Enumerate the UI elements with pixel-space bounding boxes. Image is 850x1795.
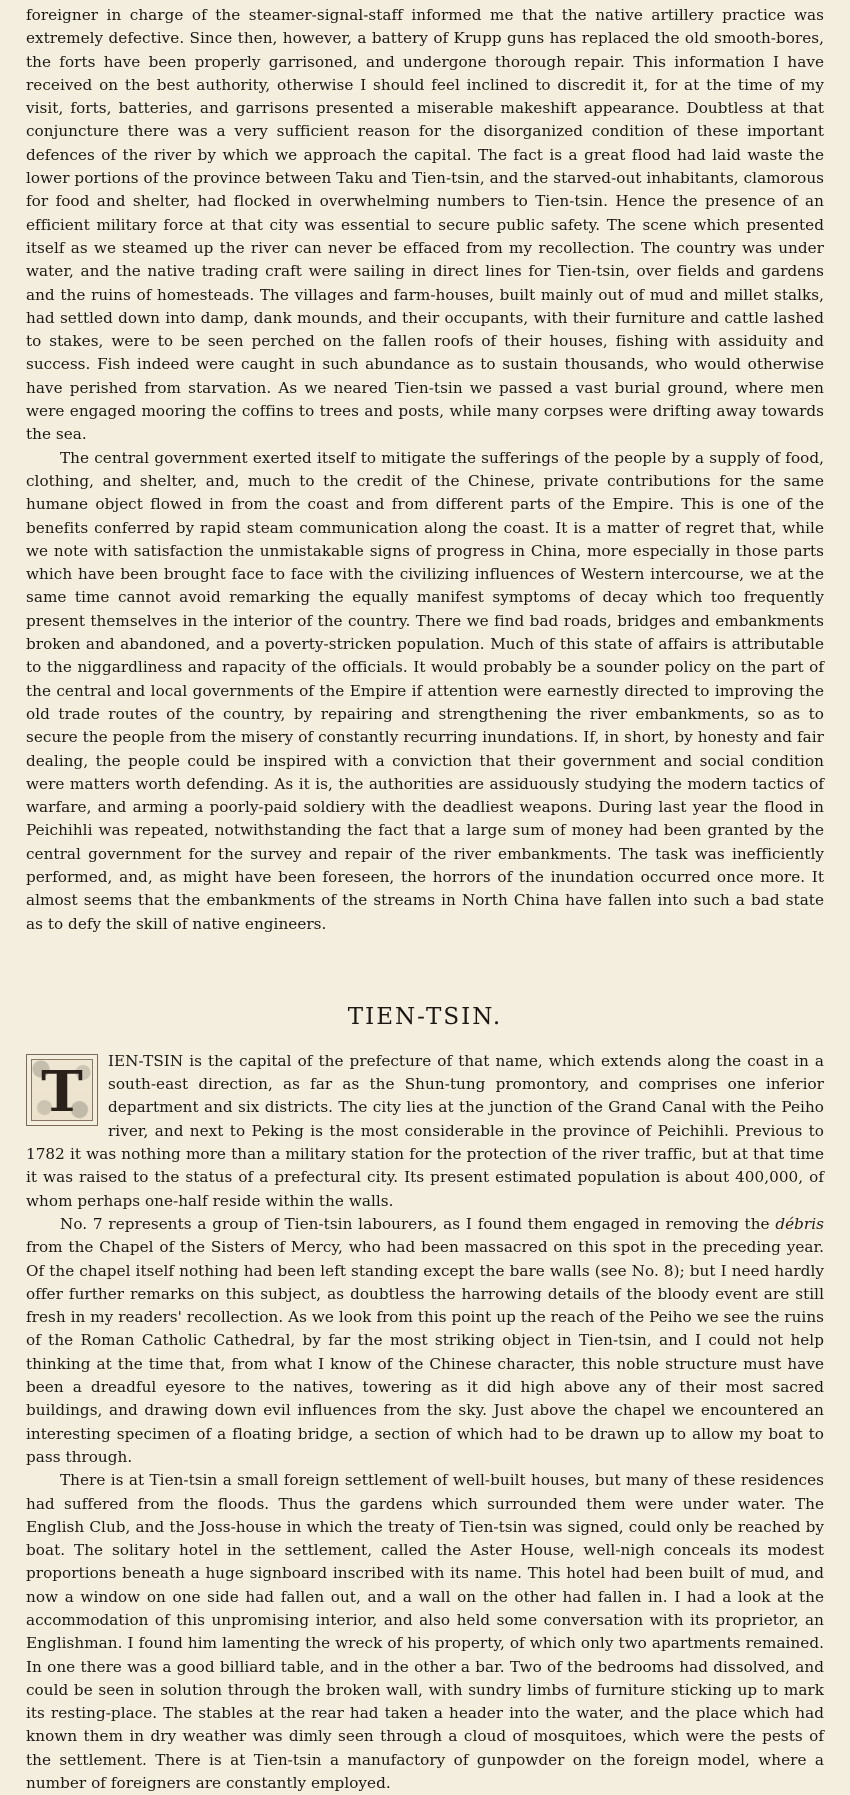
paragraph — [26, 1050, 824, 1213]
paragraph: There is at Tien-tsin a small foreign settlement of well-built houses, but many of these residences had suffered from the floods. Thus the gardens which surrounded them were under water. The English Club, and the Joss-house in which the treaty of Tien-tsin was signed, could only be reached by boat. The solitary hotel in the settlement, called the Aster House, well-nigh conceals its modest proportions beneath a huge signboard inscribed with its name. This hotel had been built of mud, and now a window on one side had fallen out, and a wall on the other had fallen in. I had a look at the accommodation of this unpromising interior, and also held some conversation with its proprietor, an Englishman. I found him lamenting the wreck of his property, of which only two apartments remained. In one there was a good billiard table, and in the other a bar. Two of the bedrooms had dissolved, and could be seen in solution through the broken wall, with sundry limbs of furniture sticking up to mark its resting-place. The stables at the rear had taken a header into the water, and the place which had known them in dry weather was dimly seen through a cloud of mosquitoes, which were the pests of the settlement. There is at Tien-tsin a manufactory of gunpowder on the foreign model, where a number of foreigners are constantly employed. — [26, 1471, 824, 1793]
dropcap-letter: T — [41, 1058, 83, 1125]
paragraph: foreigner in charge of the steamer-signal-staff informed me that the native artillery practice was extremely defective. Since then, however, a battery of Krupp guns has replaced the old smooth-bores, the forts have been properly garrisoned, and undergone thorough repair. This information I have received on the best authority, otherwise I should feel inclined to discredit it, for at the time of my visit, forts, batteries, and garrisons presented a miserable makeshift appearance. Doubtless at that conjuncture there was a very sufficient reason for the disorganized condition of these important defences of the river by which we approach the capital. The fact is a great flood had laid waste the lower portions of the province between Taku and Tien-tsin, and the starved-out inhabitants, clamorous for food and shelter, had flocked in overwhelming numbers to Tien-tsin. Hence the presence of an efficient military force at that city was essential to secure public safety. The scene which presented itself as we steamed up the river can never be effaced from my recollection. The country was under water, and the native trading craft were sailing in direct lines for Tien-tsin, over fields and gardens and the ruins of homesteads. The villages and farm-houses, built mainly out of mud and millet stalks, had settled down into damp, dank mounds, and their occupants, with their furniture and cattle lashed to stakes, were to be seen perched on the fallen roofs of their houses, fishing with assiduity and success. Fish indeed were caught in such abundance as to sustain thousands, who would otherwise have perished from starvation. As we neared Tien-tsin we passed a vast burial ground, where men were engaged mooring the coffins to trees and posts, while many corpses were drifting away towards the sea. — [26, 6, 824, 444]
paragraph-text: IEN-TSIN is the capital of the prefecture of that name, which extends along the coast in a south-east direction, as far as the Shun-tung promontory, and comprises one inferior department and six districts. The city lies at the junction of the Grand Canal with the Peiho river, and next to Peking is the most considerable in the province of Peichihli. Previous to 1782 it was nothing more than a military station for the protection of the river traffic, but at that time it was raised to the status of a prefectural city. Its present estimated population is about 400,000, of whom perhaps one-half reside within the walls. — [26, 1051, 824, 1210]
paragraph-text: from the Chapel of the Sisters of Mercy, who had been massacred on this spot in the preceding year. Of the chapel itself nothing had been left standing except the bare walls (see No. 8); but I need hardly offer further remarks on this subject, as doubtless the harrowing details of the bloody event are still fresh in my readers' recollection. As we look from this point up the reach of the Peiho we see the ruins of the Roman Catholic Cathedral, by far the most striking object in Tien-tsin, and I could not help thinking at the time that, from what I know of the Chinese character, this noble structure must have been a dreadful eyesore to the natives, towering as it did high above any of their most sacred buildings, and drawing down evil influences from the sky. Just above the chapel we encountered an interesting specimen of a floating bridge, a section of which had to be drawn up to allow my boat to pass through. — [26, 1238, 824, 1466]
paragraph: The central government exerted itself to mitigate the sufferings of the people by a supply of food, clothing, and shelter, and, much to the credit of the Chinese, private contributions for the same humane object flowed in from the coast and from different parts of the Empire. This is one of the benefits conferred by rapid steam communication along the coast. It is a matter of regret that, while we note with satisfaction the unmistakable signs of progress in China, more especially in those parts which have been brought face to face with the civilizing influences of Western intercourse, we at the same time cannot avoid remarking the equally manifest symptoms of decay which too frequently present themselves in the interior of the country. There we find bad roads, bridges and embankments broken and abandoned, and a poverty-stricken population. Much of this state of affairs is attributable to the niggardliness and rapacity of the officials. It would probably be a sounder policy on the part of the central and local governments of the Empire if attention were earnestly directed to improving the old trade routes of the country, by repairing and strengthening the river embankments, so as to secure the people from the misery of constantly recurring inundations. If, in short, by honesty and fair dealing, the people could be inspired with a conviction that their government and social condition were matters worth defending. As it is, the authorities are assiduously studying the modern tactics of warfare, and arming a poorly-paid soldiery with the deadliest weapons. During last year the flood in Peichihli was repeated, notwithstanding the fact that a large sum of money had been granted by the central government for the survey and repair of the river embankments. The task was inefficiently performed, and, as might have been foreseen, the horrors of the inundation occurred once more. It almost seems that the embankments of the streams in North China have fallen into such a bad state as to defy the skill of native engineers. — [26, 448, 824, 933]
dropcap-initial — [26, 1054, 98, 1126]
paragraph-text: No. 7 represents a group of Tien-tsin labourers, as I found them engaged in removing the — [60, 1214, 776, 1233]
tien-tsin-section — [26, 1050, 824, 1795]
top-text-section — [26, 4, 824, 936]
paragraph — [26, 1213, 824, 1469]
section-title: TIEN-TSIN. — [347, 1003, 503, 1030]
italic-text: débris — [775, 1214, 824, 1233]
